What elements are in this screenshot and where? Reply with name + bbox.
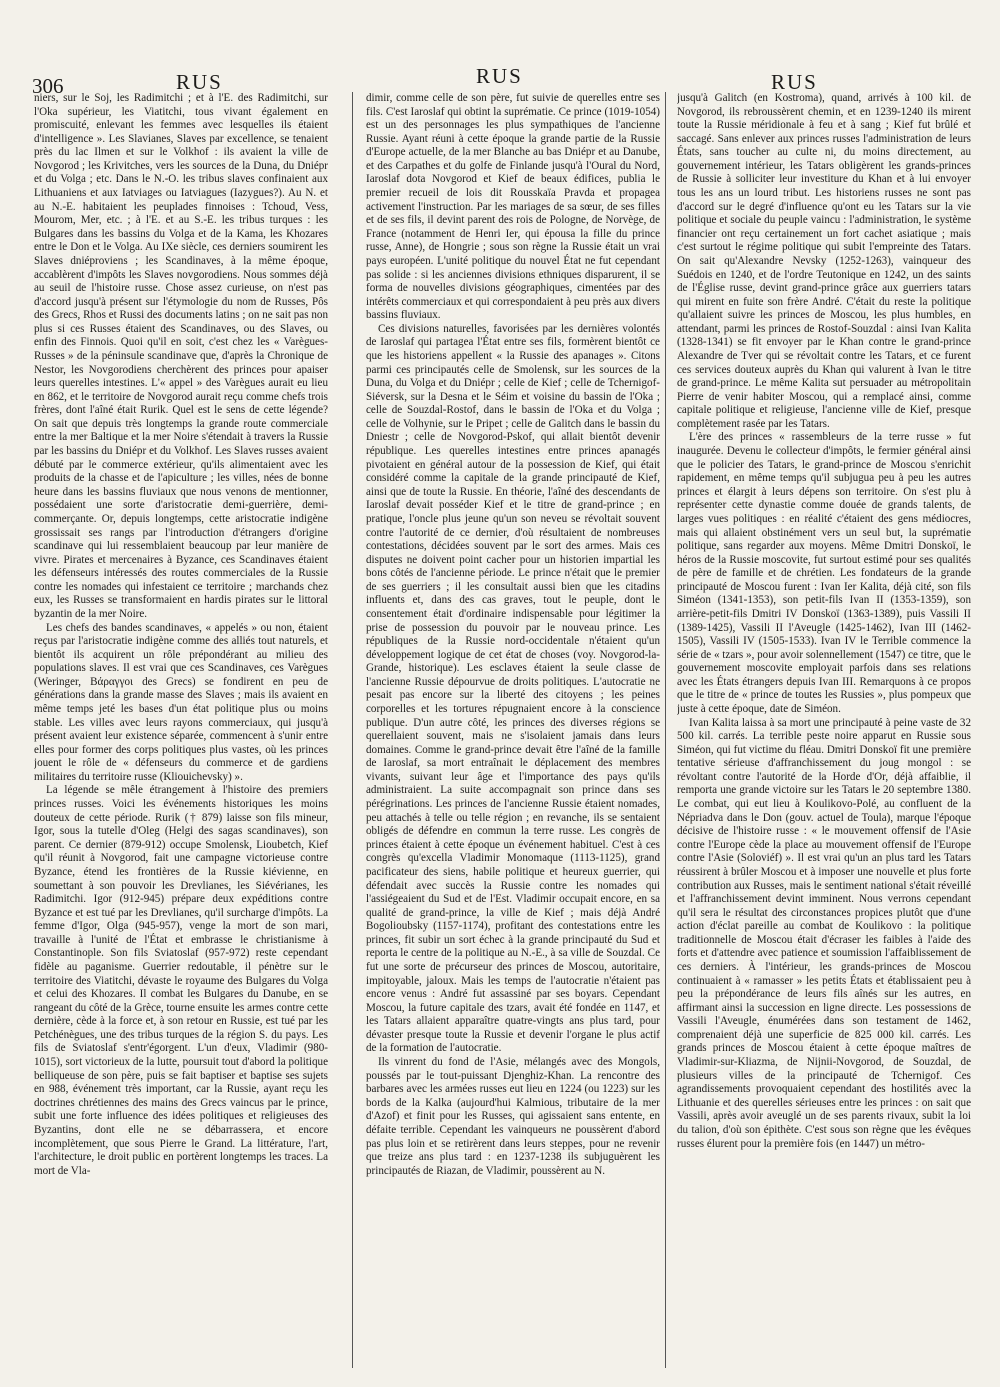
paragraph: L'ère des princes « rassembleurs de la terre russe » fut inaugurée. Devenu le collecteur d'impôts, le fermier général ainsi que le policier des Tatars, le grand-prince de Moscou s'enrichit rapidement, en même temps qu'il subjugua peu à peu les autres princes et élargit à leurs dépens son territoire. On s'est plu à représenter cette dynastie comme douée de grands talents, de larges vues politiques : en réalité c'étaient des gens médiocres, mais qui allaient obstinément vers un seul but, la suprématie politique, sans regarder aux moyens. Même Dmitri Donskoï, le héros de la Russie moscovite, fut surtout estimé pour ses qualités de père de famille et de chrétien. Les fondateurs de la grande principauté de Moscou furent : Ivan Ier Kalita, déjà cité, son fils Siméon (1341-1353), son petit-fils Ivan II (1353-1359), son arrière-petit-fils Dmitri IV Donskoï (1363-1389), puis Vassili II (1389-1425), Vassili II l'Aveugle (1425-1462), Ivan III (1462-1505), Vassili IV (1505-1533). Ivan IV le Terrible commence la série de « tzars », pour avoir solennellement (1547) ce titre, que le gouvernement moscovite employait parfois dans ses relations avec les États étrangers depuis Ivan III. Remarquons à ce propos que le titre de « prince de toutes les Russies », plus pompeux que juste à cette époque, date de Siméon. [677, 431, 971, 716]
paragraph: niers, sur le Soj, les Radimitchi ; et à l'E. des Radimitchi, sur l'Oka supérieur, les Viatitchi, tous vivant également en promiscuité, enlevant les femmes avec lesquelles ils étaient d'intelligence ». Les Slavianes, Slaves par excellence, se tenaient près du lac Ilmen et sur le Volkhof : ils avaient la ville de Novgorod ; les Krivitches, vers les sources de la Duna, du Dniépr et du Volga ; etc. Dans le N.-O. les tribus slaves confinaient aux Lithuaniens et aux Iatviages ou Iatviagues (Iazygues?). Au N. et au N.-E. habitaient les peuplades finnoises : Tchoud, Vess, Mourom, Mer, etc. ; à l'E. et au S.-E. les tribus turques : les Bulgares dans les bassins du Volga et de la Kama, les Khozares entre le Don et le Volga. Au IXe siècle, ces derniers soumirent les Slaves dniéproviens ; les Scandinaves, à la même époque, accablèrent d'impôts les Slaves novgorodiens. Nous sommes déjà au seuil de l'histoire russe. Chose assez curieuse, on n'est pas d'accord jusqu'à présent sur l'étymologie du nom de Russes, Pôs des Grecs, Rhos et Russi des documents latins ; on ne sait pas non plus si ces Russes étaient des Scandinaves, ou des Slaves, ou enfin des Finnois. Quoi qu'il en soit, c'est chez les « Varègues-Russes » de la péninsule scandinave que, d'après la Chronique de Nestor, les Novgorodiens cherchèrent des princes pour apaiser leurs querelles intestines. L'« appel » des Varègues aurait eu lieu en 862, et le territoire de Novgorod aurait reçu comme chefs trois frères, dont l'aîné était Rurik. Quel est le sens de cette légende? On sait que depuis très longtemps la grande route commerciale entre la mer Baltique et la mer Noire s'étendait à travers la Russie par les bassins du Dniépr et du Volkhof. Les Slaves russes avaient débuté par le commerce extérieur, qu'ils alimentaient avec les produits de la chasse et de l'apiculture ; les villes, nées de bonne heure dans les bassins fluviaux que nous venons de mentionner, possédaient une sorte d'aristocratie demi-guerrière, demi-commerçante. Or, depuis longtemps, cette aristocratie indigène grossissait ses rangs par l'introduction d'étrangers d'origine scandinave qui lui ressemblaient beaucoup par leur manière de vivre. Pirates et mercenaires à Byzance, ces Scandinaves étaient les défenseurs intéressés des routes commerciales de la Russie contre les nomades qui infestaient ce territoire ; marchands chez eux, les Russes se transformaient en hardis pirates sur le littoral byzantin de la mer Noire. [34, 92, 328, 620]
text-column-2 [366, 92, 660, 1372]
paragraph: Ces divisions naturelles, favorisées par les dernières volontés de Iaroslaf qui partagea l'État entre ses fils, formèrent bientôt ce que les historiens appellent « la Russie des apanages ». Citons parmi ces principautés celle de Smolensk, sur les sources de la Duna, du Volga et du Dniépr ; celle de Kief ; celle de Tchernigof-Siéversk, sur la Desna et le Séim et voisine du bassin de l'Oka ; celle de Souzdal-Rostof, dans le bassin de l'Oka et du Volga ; celle de Volhynie, sur le Pripet ; celle de Galitch dans le bassin du Dniestr ; celle de Novgorod-Pskof, qui allait bientôt devenir république. Les querelles intestines entre princes apanagés pivotaient en général autour de la possession de Kief, qui était considéré comme la capitale de la grande principauté de Kief, ainsi que de toute la Russie. En théorie, l'aîné des descendants de Iaroslaf devait posséder Kief et le titre de grand-prince ; en pratique, l'oncle plus jeune qu'un son neveu se révoltait souvent contre l'autorité de ce dernier, d'où résultaient de nombreuses contestations, décidées souvent par le sort des armes. Mais ces disputes ne doivent point cacher pour un historien impartial les bons côtés de l'ancienne période. Le prince n'était que le premier de ses guerriers ; il les consultait aussi bien que les citadins influents et, dans des cas graves, tout le peuple, dont le consentement était d'ordinaire indispensable pour légitimer la prise de possession du pouvoir par le nouveau prince. Les républiques de la Russie nord-occidentale n'étaient qu'un développement logique de cet état de choses (voy. Novgorod-la-Grande, historique). Les esclaves étaient la seule classe de l'ancienne Russie dépourvue de droits politiques. L'autocratie ne pesait pas encore sur la liberté des citoyens ; les peines corporelles et les tortures répugnaient encore à la conscience publique. D'un autre côté, les princes des diverses régions se querellaient souvent, mais ne s'isolaient jamais dans leurs domaines. Comme le grand-prince devait être l'aîné de la famille de Iaroslaf, sa mort entraînait le déplacement des membres vivants, suivant leur âge et l'importance des pays qu'ils administraient. La suite accompagnait son prince dans ses pérégrinations. Les princes de l'ancienne Russie étaient nomades, peu attachés à telle ou telle région ; en revanche, ils se sentaient obligés de défendre en commun la terre russe. Les congrès de princes étaient à cette époque un événement habituel. C'est à ces congrès qu'excella Vladimir Monomaque (1113-1125), grand pacificateur des siens, habile politique et heureux guerrier, qui défendait avec succès la Russie contre les nomades qui l'assiégeaient du Sud et de l'Est. Vladimir occupait encore, en sa qualité de grand-prince, la ville de Kief ; mais déjà André Bogolioubsky (1157-1174), profitant des contestations entre les princes, fit subir un sort échec à la grande principauté du Sud et reporta le centre de la politique au N.-E., à sa ville de Souzdal. Ce fut une sorte de précurseur des princes de Moscou, autoritaire, impitoyable, jaloux. Mais les temps de l'autocratie n'étaient pas encore venus : André fut assassiné par ses boyars. Cependant Moscou, la future capitale des tzars, avait été fondée en 1147, et les Tatars allaient apparaître quatre-vingts ans plus tard, pour dévaster presque toute la Russie et devenir l'organe le plus actif de la formation de l'autocratie. [366, 322, 660, 1055]
text-column-1 [34, 92, 328, 1372]
text-column-3 [677, 92, 971, 1372]
paragraph: Les chefs des bandes scandinaves, « appelés » ou non, étaient reçus par l'aristocratie indigène comme des alliés tout naturels, et bientôt ils acquirent un rôle prépondérant au milieu des populations slaves. Il est vrai que ces Scandinaves, ces Varègues (Weringer, Βάραγγοι des Grecs) se fondirent en peu de générations dans la grande masse des Slaves ; mais ils avaient en même temps jeté les bases d'un état politique plus ou moins stable. Les villes avec leurs rayons commerciaux, qui jusqu'à présent avaient leur existence séparée, commencent à s'unir entre elles pour former des corps politiques plus vastes, où les princes jouent le rôle de « défenseurs du commerce et de gardiens militaires du territoire russe (Kliouichevsky) ». [34, 621, 328, 783]
paragraph: Ivan Kalita laissa à sa mort une principauté à peine vaste de 32 500 kil. carrés. La terrible peste noire apparut en Russie sous Siméon, qui fut victime du fléau. Dmitri Donskoï fit une première tentative sérieuse d'affranchissement du joug mongol : se révoltant contre l'autorité de la Horde d'Or, déjà affaiblie, il remporta une grande victoire sur les Tatars le 20 septembre 1380. Le combat, qui eut lieu à Koulikovo-Polé, au confluent de la Népriadva dans le Don (gouv. actuel de Toula), marque l'époque décisive de l'histoire russe : « le mouvement offensif de l'Asie contre l'Europe cède la place au mouvement offensif de l'Europe contre l'Asie (Soloviéf) ». Il est vrai qu'un an plus tard les Tatars réussirent à brûler Moscou et à imposer une nouvelle et plus forte contribution aux Russes, mais le sentiment national s'était réveillé et l'affranchissement devint imminent. Nous verrons cependant qu'il sera le résultat des circonstances propices plutôt que d'une action d'éclat pareille au combat de Koulikovo : la politique traditionnelle de Moscou était d'écraser les faibles à l'aide des forts et d'attendre avec patience et soumission l'affaiblissement de ces derniers. À l'intérieur, les grands-princes de Moscou continuaient à « ramasser » les petits États et établissaient peu à peu la prépondérance de leurs fils aînés sur les autres, en affirmant ainsi la succession en ligne directe. Les possessions de Vassili l'Aveugle, énumérées dans son testament de 1462, comprenaient déjà une superficie de 825 000 kil. carrés. Les grands princes de Moscou étaient à cette époque maîtres de Vladimir-sur-Kliazma, de Nijnii-Novgorod, de Souzdal, de plusieurs villes de la principauté de Tchernigof. Ces agrandissements provoquaient cependant des hostilités avec la Lithuanie et des querelles sérieuses entre les princes : on sait que Vassili, après avoir aveuglé un de ses parents rivaux, subit la loi du talion, d'où son épithète. C'est sous son règne que les évêques russes élurent pour la première fois (en 1447) un métro- [677, 716, 971, 1150]
column-rule [665, 92, 666, 1368]
paragraph: jusqu'à Galitch (en Kostroma), quand, arrivés à 100 kil. de Novgorod, ils rebroussèrent chemin, et en 1239-1240 ils mirent toute la Russie méridionale à feu et à sang ; Kief fut brûlé et saccagé. Sans enlever aux princes russes l'administration de leurs États, sans toucher au culte ni, du moins directement, au gouvernement intérieur, les Tatars obligèrent les grands-princes de Russie à solliciter leur investiture du Khan et à lui envoyer tous les ans un lourd tribut. Les historiens russes ne sont pas d'accord sur le degré d'influence qu'ont eu les Tatars sur la vie politique et sociale du peuple vaincu : l'administration, le système financier ont reçu certainement un fort cachet asiatique ; mais c'est surtout le régime politique qui subit l'empreinte des Tatars. On sait qu'Alexandre Nevsky (1252-1263), vainqueur des Suédois en 1240, et de l'ordre Teutonique en 1242, un des saints de l'Église russe, devint grand-prince grâce aux guerriers tatars qui mirent en fuite son frère André. C'était du reste la politique qu'allaient suivre les princes de Moscou, les plus humbles, en attendant, parmi les princes de Rostof-Souzdal : ainsi Ivan Kalita (1328-1341) se fit envoyer par le Khan contre le grand-prince Alexandre de Tver qui se révoltait contre les Tatars, et ce furent ces services douteux auprès du Khan qui valurent à Ivan le titre de grand-prince. Le même Kalita sut persuader au métropolitain Pierre de venir habiter Moscou, qui a remplacé ainsi, comme capitale politique et religieuse, l'ancienne ville de Kief, presque complètement rasée par les Tatars. [677, 92, 971, 430]
paragraph: Ils vinrent du fond de l'Asie, mélangés avec des Mongols, poussés par le tout-puissant Djenghiz-Khan. La rencontre des barbares avec les armées russes eut lieu en 1224 (ou 1223) sur les bords de la Kalka (aujourd'hui Kalmious, tributaire de la mer d'Azof) et finit pour les Russes, qui agissaient sans entente, en défaite terrible. Cependant les vainqueurs ne poussèrent d'abord pas plus loin et se retirèrent dans leurs steppes, pour ne revenir que treize ans plus tard : en 1237-1238 ils subjuguèrent les principautés de Riazan, de Vladimir, poussèrent au N. [366, 1056, 660, 1177]
running-head-center: RUS [476, 64, 523, 88]
page-number: 306 [32, 74, 64, 98]
column-rule [352, 92, 353, 1368]
running-head-left: RUS [176, 70, 223, 94]
paragraph: dimir, comme celle de son père, fut suivie de querelles entre ses fils. C'est Iaroslaf qui obtint la suprématie. Ce prince (1019-1054) est un des personnages les plus sympathiques de l'ancienne Russie. Ayant réuni à cette époque la grande partie de la Russie d'Europe actuelle, de la mer Blanche au bas Dniépr et au Danube, et des Carpathes et du golfe de Finlande jusqu'à l'Oural du Nord, Iaroslaf dota Novgorod et Kief de beaux édifices, publia le premier recueil de lois dit Rousskaïa Pravda et propagea activement l'instruction. Par les mariages de sa sœur, de ses filles et de ses fils, il devint parent des rois de Pologne, de Norvège, de France (notamment de Henri Ier, qui épousa la fille du prince russe, Anne), de Hongrie ; sous son règne la Russie était un vrai pays européen. L'unité politique du nouvel État ne fut cependant pas solide : si les anciennes divisions ethniques disparurent, il se forma de nouvelles divisions géographiques, cimentées par des intérêts commerciaux et qui correspondaient à peu près aux divers bassins fluviaux. [366, 92, 660, 322]
paragraph: La légende se mêle étrangement à l'histoire des premiers princes russes. Voici les événements historiques les moins douteux de cette période. Rurik († 879) laisse son fils mineur, Igor, sous la tutelle d'Oleg (Helgi des sagas scandinaves), son parent. Ce dernier (879-912) occupe Smolensk, Lioubetch, Kief qu'il réunit à Novgorod, fait une campagne victorieuse contre Byzance, étend les frontières de la Russie kiévienne, en soumettant à son pouvoir les Drevlianes, les Siévérianes, les Radimitchi. Igor (912-945) prépare deux expéditions contre Byzance et est tué par les Drevlianes, qu'il surcharge d'impôts. La femme d'Igor, Olga (945-957), venge la mort de son mari, travaille à l'unité de l'État et embrasse le christianisme à Constantinople. Son fils Sviatoslaf (957-972) reste cependant fidèle au paganisme. Guerrier redoutable, il pénètre sur le territoire des Viatitchi, dévaste le royaume des Bulgares du Volga et celui des Khozares. Il combat les Bulgares du Danube, en se rangeant du côté de la Grèce, tourne ensuite les armes contre cette dernière, cède à la force et, à son retour en Russie, est tué par les Petchénègues, une des tribus turques de la région S. du pays. Les fils de Sviatoslaf s'entr'égorgent. L'un d'eux, Vladimir (980-1015), sort victorieux de la lutte, poursuit tout d'abord la politique belliqueuse de son père, puis se fait baptiser et baptise ses sujets en 988, événement très important, car la Russie, ayant reçu les doctrines chrétiennes des mains des Grecs vaincus par le prince, subit une forte influence des idées politiques et religieuses des Byzantins, dont elle ne se débarrassera, et encore incomplètement, que sous Pierre le Grand. La littérature, l'art, l'architecture, le droit public en portèrent longtemps les traces. La mort de Vla- [34, 784, 328, 1177]
running-head-right: RUS [771, 70, 818, 94]
